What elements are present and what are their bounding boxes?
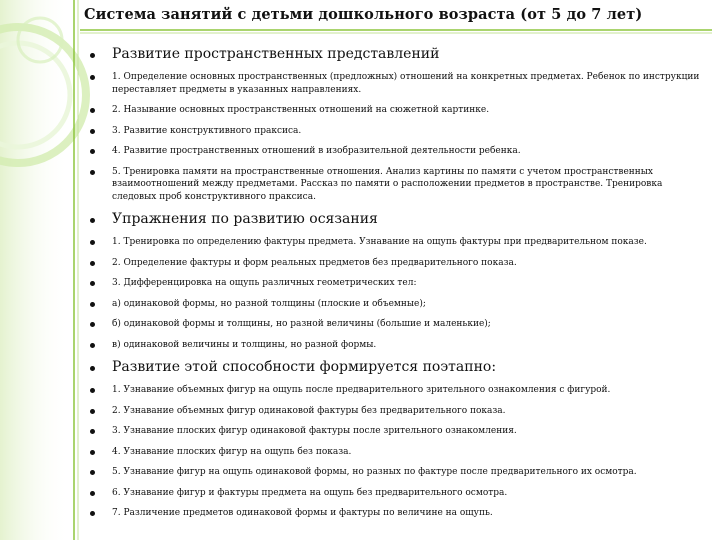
list-item (90, 487, 700, 500)
section-heading-text: Упражнения по развитию осязания (112, 211, 378, 227)
section-heading-text: Развитие этой способности формируется поэтапно: (112, 359, 497, 375)
list-item (90, 277, 700, 290)
list-item (90, 425, 700, 438)
list-item (90, 384, 700, 397)
list-item-text: 2. Определение фактуры и форм реальных предметов без предварительного показа. (112, 257, 517, 268)
bullet (90, 240, 95, 245)
bullet (90, 170, 95, 175)
bullet (90, 261, 95, 266)
bullet (90, 53, 95, 58)
bullet (90, 366, 95, 371)
list-item (90, 466, 700, 479)
list-item-text: 5. Тренировка памяти на пространственные отношения. Анализ картины по памяти с учетом пространственных взаимоотношений между предметами. Рассказ по памяти о расположении предметов в пространстве. Тренировка следовых проб конструктивного праксиса. (112, 166, 663, 202)
list-item (90, 145, 700, 158)
bullet (90, 322, 95, 327)
list-item (90, 446, 700, 459)
list-item-text: 7. Различение предметов одинаковой формы и фактуры по величине на ощупь. (112, 508, 493, 518)
bullet (90, 281, 95, 286)
list-item (90, 405, 700, 418)
section-heading-stages (90, 359, 700, 376)
list-item-text: 3. Узнавание плоских фигур одинаковой фактуры после зрительного ознакомления. (112, 426, 517, 436)
bullet (90, 450, 95, 455)
list-item (90, 339, 700, 352)
bullet (90, 129, 95, 134)
list-item-text: 1. Тренировка по определению фактуры предмета. Узнавание на ощупь фактуры при предварительном показе. (112, 237, 647, 247)
list-item (90, 257, 700, 270)
list-item-text: 5. Узнавание фигур на ощупь одинаковой формы, но разных по фактуре после предварительного их осмотра. (112, 467, 637, 477)
list-item (90, 318, 700, 331)
section-heading-touch (90, 211, 700, 228)
list-item-text: 1. Узнавание объемных фигур на ощупь после предварительного зрительного ознакомления с фигурой. (112, 385, 611, 395)
list-item-text: 2. Называние основных пространственных отношений на сюжетной картинке. (112, 105, 490, 115)
section-heading-spatial (90, 46, 700, 63)
bullet (90, 388, 95, 393)
bullet (90, 108, 95, 113)
slide-title: Система занятий с детьми дошкольного возраста (от 5 до 7 лет) (84, 6, 643, 23)
list-item-text: 3. Развитие конструктивного праксиса. (112, 125, 302, 136)
list-item (90, 166, 700, 204)
slide-content (90, 45, 700, 528)
bullet (90, 218, 95, 223)
list-item-text: 3. Дифференцировка на ощупь различных геометрических тел: (112, 278, 417, 288)
list-item-text: 4. Развитие пространственных отношений в изобразительной деятельности ребенка. (112, 146, 521, 156)
bullet (90, 343, 95, 348)
list-item (90, 104, 700, 117)
list-item-text: 4. Узнавание плоских фигур на ощупь без показа. (112, 446, 352, 457)
section-heading-text: Развитие пространственных представлений (112, 46, 440, 62)
list-item-text: в) одинаковой величины и толщины, но разной формы. (112, 339, 377, 350)
bullet (90, 429, 95, 434)
list-item (90, 71, 700, 96)
bullet (90, 149, 95, 154)
bullet (90, 409, 95, 414)
list-item-text: 2. Узнавание объемных фигур одинаковой фактуры без предварительного показа. (112, 405, 506, 416)
list-item-text: б) одинаковой формы и толщины, но разной величины (большие и маленькие); (112, 319, 491, 329)
bullet (90, 75, 95, 80)
bullet (90, 302, 95, 307)
list-item (90, 125, 700, 138)
bullet (90, 491, 95, 496)
bullet (90, 511, 95, 516)
left-green-fade (0, 0, 70, 540)
list-item (90, 298, 700, 311)
list-item (90, 507, 700, 520)
bullet (90, 470, 95, 475)
list-item-text: 1. Определение основных пространственных (предложных) отношений на конкретных предметах. Ребенок по инструкции переставляет предметы в указанных направлениях. (112, 72, 700, 95)
list-item-text: а) одинаковой формы, но разной толщины (плоские и объемные); (112, 298, 426, 309)
list-item (90, 236, 700, 249)
list-item-text: 6. Узнавание фигур и фактуры предмета на ощупь без предварительного осмотра. (112, 487, 508, 498)
